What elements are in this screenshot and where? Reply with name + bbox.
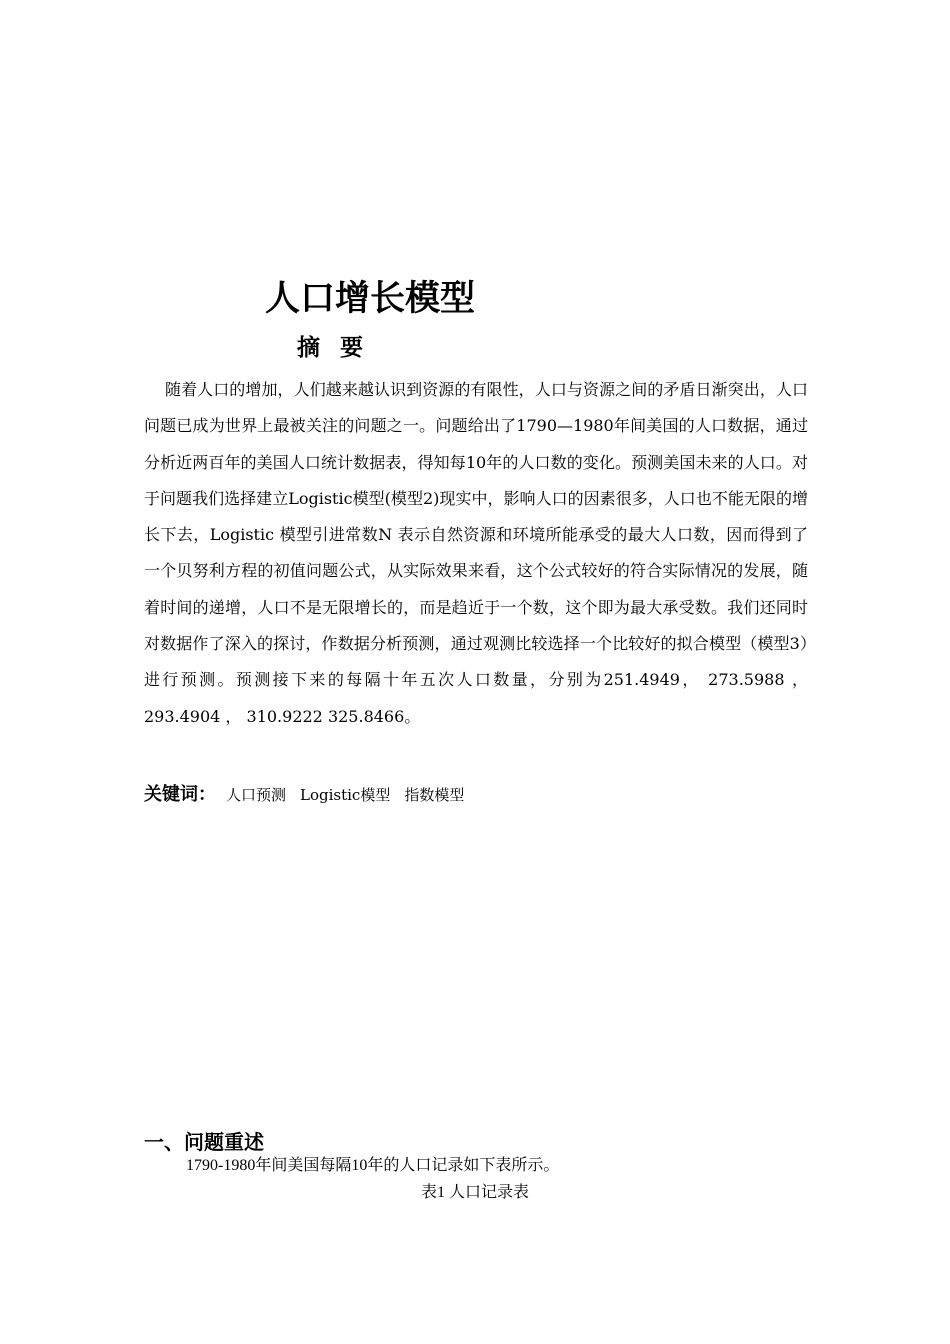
keyword-item: 指数模型	[404, 786, 465, 804]
table-caption: 表1 人口记录表	[420, 1184, 529, 1201]
paper-title: 人口增长模型	[265, 279, 476, 319]
keywords-label: 关键词：	[144, 784, 216, 805]
keyword-item: Logistic模型	[300, 786, 391, 804]
keyword-item: 人口预测	[226, 786, 287, 804]
keywords-line	[144, 781, 478, 809]
abstract-text: 随着人口的增加，人们越来越认识到资源的有限性，人口与资源之间的矛盾日渐突出，人口问题已成为世界上最被关注的问题之一。问题给出了1790—1980年间美国的人口数据，通过分析近两百年的美国人口统计数据表，得知每10年的人口数的变化。预测美国未来的人口。对于问题我们选择建立Logistic模型(模型2)现实中，影响人口的因素很多，人口也不能无限的增长下去，Logistic 模型引进常数N 表示自然资源和环境所能承受的最大人口数，因而得到了一个贝努利方程的初值问题公式，从实际效果来看，这个公式较好的符合实际情况的发展，随着时间的递增，人口不是无限增长的，而是趋近于一个数，这个即为最大承受数。我们还同时对数据作了深入的探讨，作数据分析预测，通过观测比较选择一个比较好的拟合模型（模型3）进行预测。预测接下来的每隔十年五次人口数量，分别为251.4949， 273.5988 ， 293.4904 ， 310.9222 325.8466。	[144, 380, 808, 726]
section-heading: 一、问题重述	[144, 1130, 264, 1154]
section-text: 1790-1980年间美国每隔10年的人口记录如下表所示。	[186, 1157, 560, 1174]
abstract-heading: 摘 要	[297, 335, 370, 361]
